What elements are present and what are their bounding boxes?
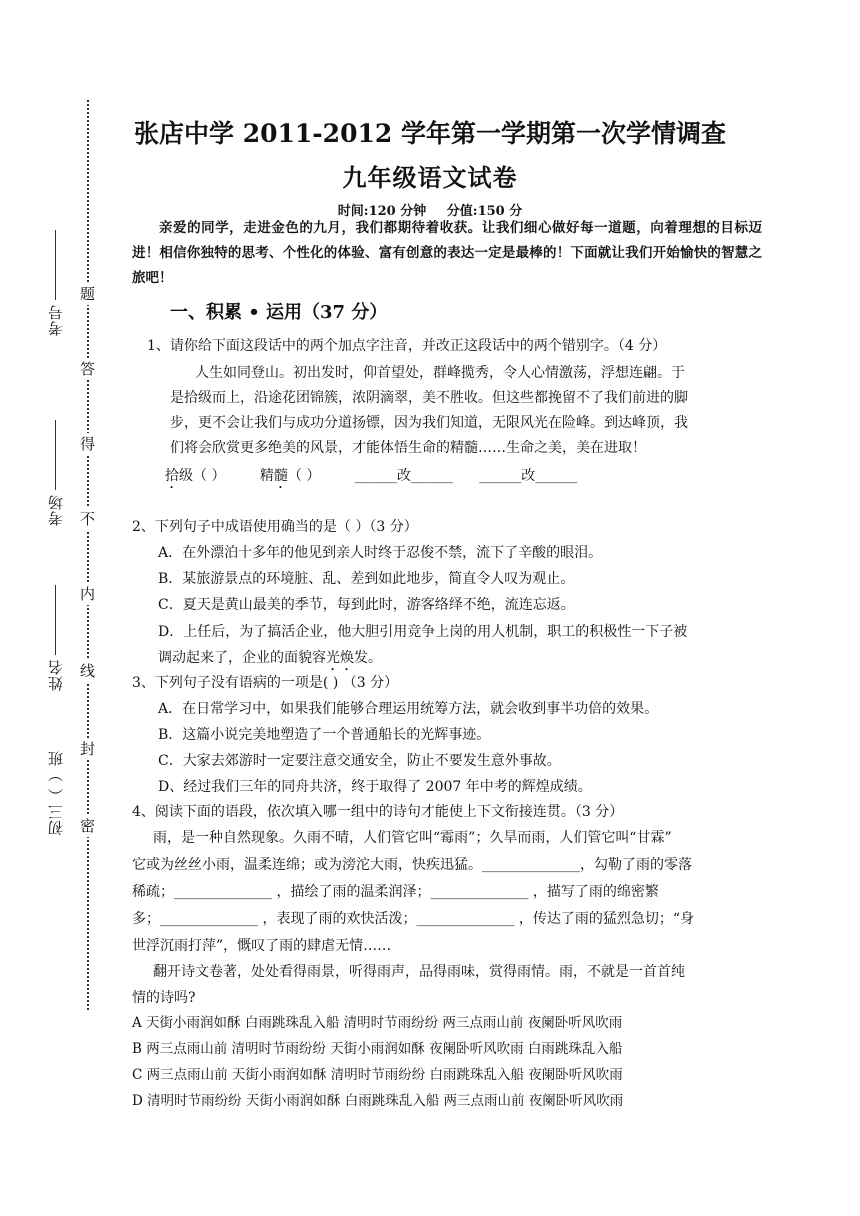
q1-passage-line: 步，更不会让我们与成功分道扬镖，因为我们知道，无限风光在险峰。到达峰顶，我 <box>170 415 688 431</box>
q3-option: C．大家去郊游时一定要注意交通安全，防止不要发生意外事故。 <box>158 753 561 769</box>
q1-fix-blank[interactable]: ______改______ <box>354 468 453 484</box>
seal-char: 封 <box>80 740 96 758</box>
q4-passage-line: 多；______________ ，表现了雨的欢快活泼；______________ ，传达了雨的猛烈急切；“身 <box>132 911 695 927</box>
section-heading: 一、积累 • 运用（37 分） <box>170 302 388 323</box>
class-label: 初三（ ）班 <box>47 750 65 836</box>
q4-stem: 4、阅读下面的语段，依次填入哪一组中的诗句才能使上下文衔接连贯。（3 分） <box>132 804 624 820</box>
q2-stem: 2、下列句子中成语使用确当的是（ ）（3 分） <box>132 519 418 535</box>
seal-line <box>87 100 89 1010</box>
q4-option: B 两三点雨山前 清明时节雨纷纷 天街小雨润如酥 夜阑卧听风吹雨 白雨跳珠乱入船 <box>132 1041 623 1057</box>
q1-dotted-char: 拾 <box>165 468 179 484</box>
q3-option: D、经过我们三年的同舟共济，终于取得了 2007 年中考的辉煌成绩。 <box>158 779 592 795</box>
q4-passage-line: 世浮沉雨打萍”，慨叹了雨的肆虐无情…… <box>132 938 392 954</box>
q4-passage-line: 稀疏；______________ ，描绘了雨的温柔润泽；______________ ，描写了雨的绵密繁 <box>132 884 659 900</box>
q4-passage-line: 它或为丝丝小雨，温柔连绵；或为滂沱大雨，快疾迅猛。______________，勾勒了雨的零落 <box>132 857 692 873</box>
q2-option: D．上任后，为了搞活企业，他大胆引用竞争上岗的用人机制，职工的积极性一下子被 <box>158 624 688 640</box>
q2-option: A．在外漂泊十多年的他见到亲人时终于忍俊不禁，流下了辛酸的眼泪。 <box>158 545 603 561</box>
seal-char: 线 <box>80 662 96 680</box>
seal-char: 答 <box>80 360 96 378</box>
q1-stem: 1、请你给下面这段话中的两个加点字注音，并改正这段话中的两个错别字。（4 分） <box>147 338 667 354</box>
exam-subtitle: 九年级语文试卷 <box>342 163 518 192</box>
seal-char: 密 <box>80 817 96 835</box>
q1-answer-row <box>165 466 577 492</box>
exam-room-field[interactable] <box>45 420 66 526</box>
exam-number-label: 考号 <box>47 304 65 336</box>
q4-passage-line: 情的诗吗? <box>132 990 196 1006</box>
seal-char: 得 <box>80 435 96 453</box>
q4-option: D 清明时节雨纷纷 天街小雨润如酥 白雨跳珠乱入船 两三点雨山前 夜阑卧听风吹雨 <box>132 1093 624 1109</box>
q1-word: 精 <box>259 468 274 484</box>
q2-option-cont <box>158 648 382 674</box>
q3-option: B．这篇小说完美地塑造了一个普通船长的光辉事迹。 <box>158 727 491 743</box>
q1-passage-line: 们将会欣赏更多绝美的风景，才能体悟生命的精髓……生命之美，美在进取！ <box>170 440 646 456</box>
q1-fix-blank[interactable]: ______改______ <box>479 468 578 484</box>
q3-stem: 3、下列句子没有语病的一项是( ) （3 分） <box>132 675 399 691</box>
exam-room-label: 考场 <box>47 494 65 526</box>
q2-text: 调动起来了，企业的面貌容 <box>158 650 326 666</box>
q2-text: 发。 <box>354 650 382 666</box>
seal-char: 内 <box>80 585 96 603</box>
q4-option: C 两三点雨山前 天街小雨润如酥 清明时节雨纷纷 白雨跳珠乱入船 夜阑卧听风吹雨 <box>132 1067 623 1083</box>
q4-passage-line: 翻开诗文卷著，处处看得雨景，听得雨声，品得雨味，赏得雨情。雨，不就是一首首纯 <box>153 964 685 980</box>
q1-passage-line: 人生如同登山。初出发时，仰首望处，群峰揽秀，令人心情激荡，浮想连翩。于 <box>195 365 685 381</box>
q1-answer-blank[interactable]: （ ） <box>287 468 321 484</box>
q1-passage-line: 是拾级而上，沿途花团锦簇，浓阴滴翠，美不胜收。但这些都挽留不了我们前进的脚 <box>170 390 688 406</box>
q2-option: B．某旅游景点的环境脏、乱、差到如此地步，简直令人叹为观止。 <box>158 571 575 587</box>
q2-dotted-text: 光焕 <box>326 650 354 666</box>
exam-number-field[interactable] <box>45 230 66 336</box>
q4-option: A 天街小雨润如酥 白雨跳珠乱入船 清明时节雨纷纷 两三点雨山前 夜阑卧听风吹雨 <box>132 1015 623 1031</box>
student-name-field[interactable] <box>45 585 66 691</box>
class-field[interactable] <box>45 750 66 836</box>
exam-score: 分值:150 分 <box>446 204 523 219</box>
q3-option: A．在日常学习中，如果我们能够合理运用统筹方法，就会收到事半功倍的效果。 <box>158 701 659 717</box>
q2-option: C．夏天是黄山最美的季节，每到此时，游客络绎不绝，流连忘返。 <box>158 597 575 613</box>
student-name-label: 姓名 <box>47 659 65 691</box>
exam-time: 时间:120 分钟 <box>337 204 427 219</box>
seal-char: 题 <box>80 285 96 303</box>
q4-passage-line: 雨，是一种自然现象。久雨不晴，人们管它叫“霉雨”；久旱而雨，人们管它叫“甘霖” <box>153 830 672 846</box>
q1-dotted-char: 髓 <box>273 468 288 484</box>
q1-answer-blank[interactable]: 级（ ） <box>179 468 226 484</box>
exam-title: 张店中学 2011-2012 学年第一学期第一次学情调查 <box>134 119 726 148</box>
intro-text: 亲爱的同学，走进金色的九月，我们都期待着收获。让我们细心做好每一道题，向着理想的目标迈进！相信你独特的思考、个性化的体验、富有创意的表达一定是最棒的！下面就让我们开始愉快的智慧之旅吧！ <box>132 220 762 286</box>
seal-char: 不 <box>80 510 96 528</box>
